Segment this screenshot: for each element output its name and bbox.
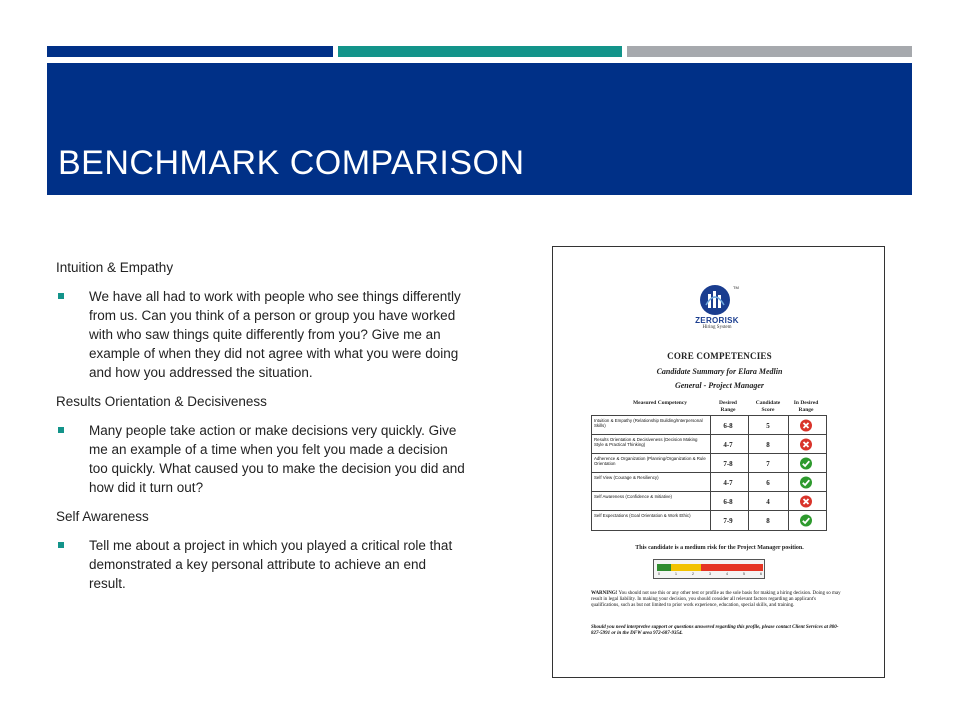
gauge-tick: 4 [726,572,728,576]
competency-table [591,415,827,531]
section-intuition [56,258,466,382]
gauge-tick: 2 [692,572,694,576]
logo-trademark: TM [733,285,739,290]
cross-icon [799,495,813,508]
desired-range: 6-8 [723,422,733,430]
slide-body [56,258,466,603]
gauge-tick: 1 [675,572,677,576]
table-row [592,473,826,492]
section-title: Results Orientation & Decisiveness [56,394,267,409]
bullet-item [56,536,466,593]
candidate-score: 6 [766,479,770,487]
competency-name: Adherence & Organization (Planning/Organization & Rule Orientation [594,456,706,467]
table-row [592,454,826,473]
candidate-score: 8 [766,517,770,525]
bullet-text: Tell me about a project in which you played a critical role that demonstrated a key personal attribute to achieve an end result. [89,538,453,591]
contact-paragraph: Should you need interpretive support or questions answered regarding this profile, please contact Client Services at 800-827-5991 or in the DFW area 972-687-9354. [591,625,839,636]
report-candidate: Candidate Summary for Elara Medlin [656,367,783,376]
cross-icon [799,419,813,432]
warning-text: You should not use this or any other test or profile as the sole basis for making a hiring decision. Doing so may result in legal liability. In making your decision, you should consider all relevant factors regarding an applicant's qualifications, such as but not limited to prior work experience, education, special skills, and training. [591,591,841,608]
column-header-measured: Measured Competency [632,400,688,406]
section-results [56,392,466,497]
gauge-tick: 0 [658,572,660,576]
competency-name: Self View (Courage & Resiliency) [594,475,659,480]
bullet-square-icon [58,427,64,433]
warning-paragraph [591,591,843,609]
column-header-candidate: Candidate Score [755,400,781,413]
bullet-item [56,421,466,497]
desired-range: 6-8 [723,498,733,506]
candidate-score: 7 [766,460,770,468]
accent-bar-gray [627,46,912,57]
report-image [552,246,885,678]
competency-name: Self Expectations (Goal Orientation & Work Ethic) [594,513,691,518]
accent-bar-blue [47,46,333,57]
candidate-score: 8 [766,441,770,449]
gauge-tick: 5 [743,572,745,576]
competency-name: Self Awareness (Confidence & Initiative) [594,494,673,499]
bullet-square-icon [58,542,64,548]
competency-name: Intuition & Empathy (Relationship Building/Interpersonal Skills) [594,418,703,429]
risk-summary: This candidate is a medium risk for the Project Manager position. [635,545,804,551]
section-title: Intuition & Empathy [56,260,174,275]
cross-icon [799,438,813,451]
table-row [592,511,826,530]
column-header-in-range: In Desired Range [793,400,819,413]
checkmark-icon [799,514,813,527]
slide-title: BENCHMARK COMPARISON [58,144,525,182]
checkmark-icon [799,476,813,489]
competency-name: Results Orientation & Decisiveness (Decision Making Style & Practical Thinking) [594,437,698,448]
gauge-segment-yellow [671,564,701,571]
gauge-segment-red [701,564,763,571]
logo-brand: ZERORISK [695,316,739,325]
section-self-awareness [56,507,466,593]
report-position: General - Project Manager [674,381,765,390]
gauge-tick: 3 [709,572,711,576]
bullet-text: We have all had to work with people who see things differently from us. Can you think of a person or group you have worked with who saw things quite differently from you? Give me an example of when they did not agree with what you were doing and how you addressed the situation. [89,289,461,380]
desired-range: 4-7 [723,441,733,449]
column-header-desired: Desired Range [719,400,737,413]
candidate-score: 5 [766,422,770,430]
desired-range: 4-7 [723,479,733,487]
desired-range: 7-9 [723,517,733,525]
desired-range: 7-8 [723,460,733,468]
checkmark-icon [799,457,813,470]
gauge-tick: 6 [760,572,762,576]
accent-bar-teal [338,46,622,57]
risk-gauge [653,559,765,579]
bullet-item [56,287,466,382]
bullet-text: Many people take action or make decisions very quickly. Give me an example of a time when you felt you made a decision too quickly. What caused you to make the decision you did and how did it turn out? [89,423,465,495]
warning-label: WARNING! [591,591,618,596]
candidate-score: 4 [766,498,770,506]
logo-subtitle: Hiring System [702,325,732,330]
title-banner [47,63,912,195]
gauge-segment-green [657,564,671,571]
table-row [592,435,826,454]
bullet-square-icon [58,293,64,299]
table-row [592,416,826,435]
report-heading: CORE COMPETENCIES [667,351,772,361]
table-row [592,492,826,511]
logo-mark-icon [700,285,730,315]
section-title: Self Awareness [56,509,149,524]
gauge-ticks [658,572,762,576]
